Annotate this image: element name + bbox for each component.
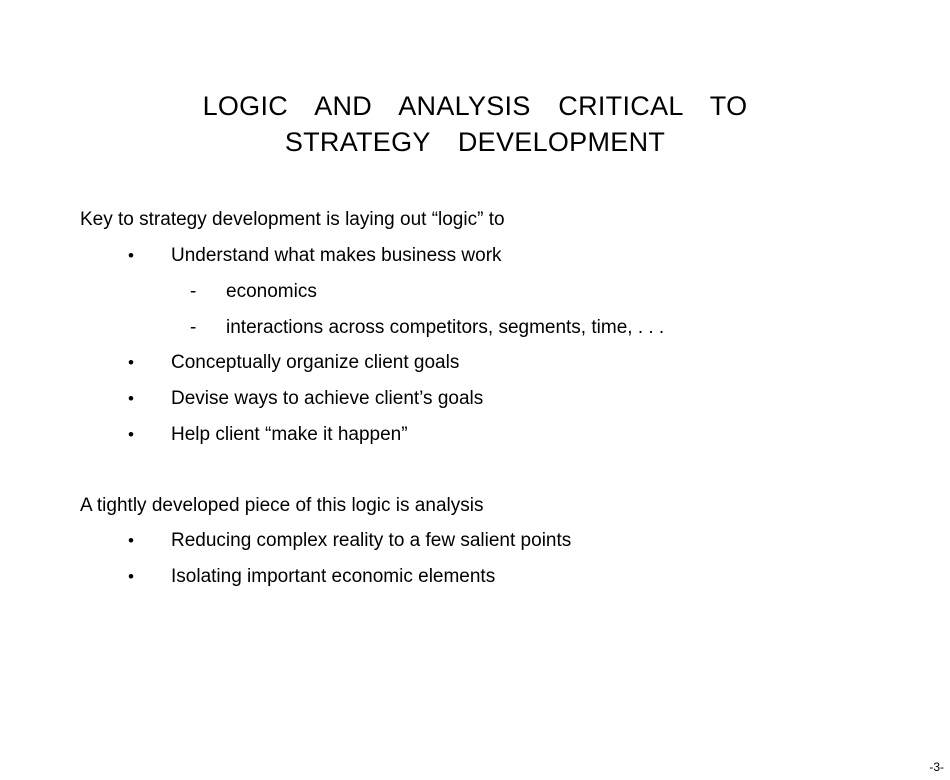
sub-item-interactions	[0, 316, 950, 340]
title-line-1: LOGIC AND ANALYSIS CRITICAL TO	[202, 91, 748, 121]
bullet-item-isolating-elements	[0, 565, 950, 589]
bullet-text: Help client “make it happen”	[171, 424, 408, 445]
bullet-text: Isolating important economic elements	[171, 566, 496, 587]
bullet-marker: •	[128, 567, 134, 586]
slide-title	[0, 88, 950, 160]
bullet-marker: •	[128, 389, 134, 408]
sub-item-text: interactions across competitors, segments, time, . . .	[226, 317, 665, 338]
bullet-item-reducing-complexity	[0, 529, 950, 553]
bullet-marker: •	[128, 531, 134, 550]
bullet-text: Reducing complex reality to a few salient points	[171, 530, 572, 551]
sub-item-text: economics	[226, 281, 317, 302]
page-number: -3-	[929, 760, 944, 774]
section-heading-analysis: A tightly developed piece of this logic is analysis	[80, 495, 484, 516]
bullet-marker: •	[128, 425, 134, 444]
bullet-marker: •	[128, 353, 134, 372]
title-line-2: STRATEGY DEVELOPMENT	[284, 127, 666, 157]
bullet-item-make-it-happen	[0, 423, 950, 447]
bullet-text: Devise ways to achieve client’s goals	[171, 388, 484, 409]
bullet-item-organize-goals	[0, 351, 950, 375]
bullet-text: Conceptually organize client goals	[171, 352, 460, 373]
bullet-text: Understand what makes business work	[171, 245, 502, 266]
bullet-marker: •	[128, 246, 134, 265]
sub-item-economics	[0, 280, 950, 304]
bullet-item-achieve-goals	[0, 387, 950, 411]
bullet-item-understand-business	[0, 244, 950, 268]
section-heading-logic: Key to strategy development is laying out “logic” to	[80, 209, 505, 230]
dash-marker: -	[190, 317, 197, 338]
dash-marker: -	[190, 281, 197, 302]
